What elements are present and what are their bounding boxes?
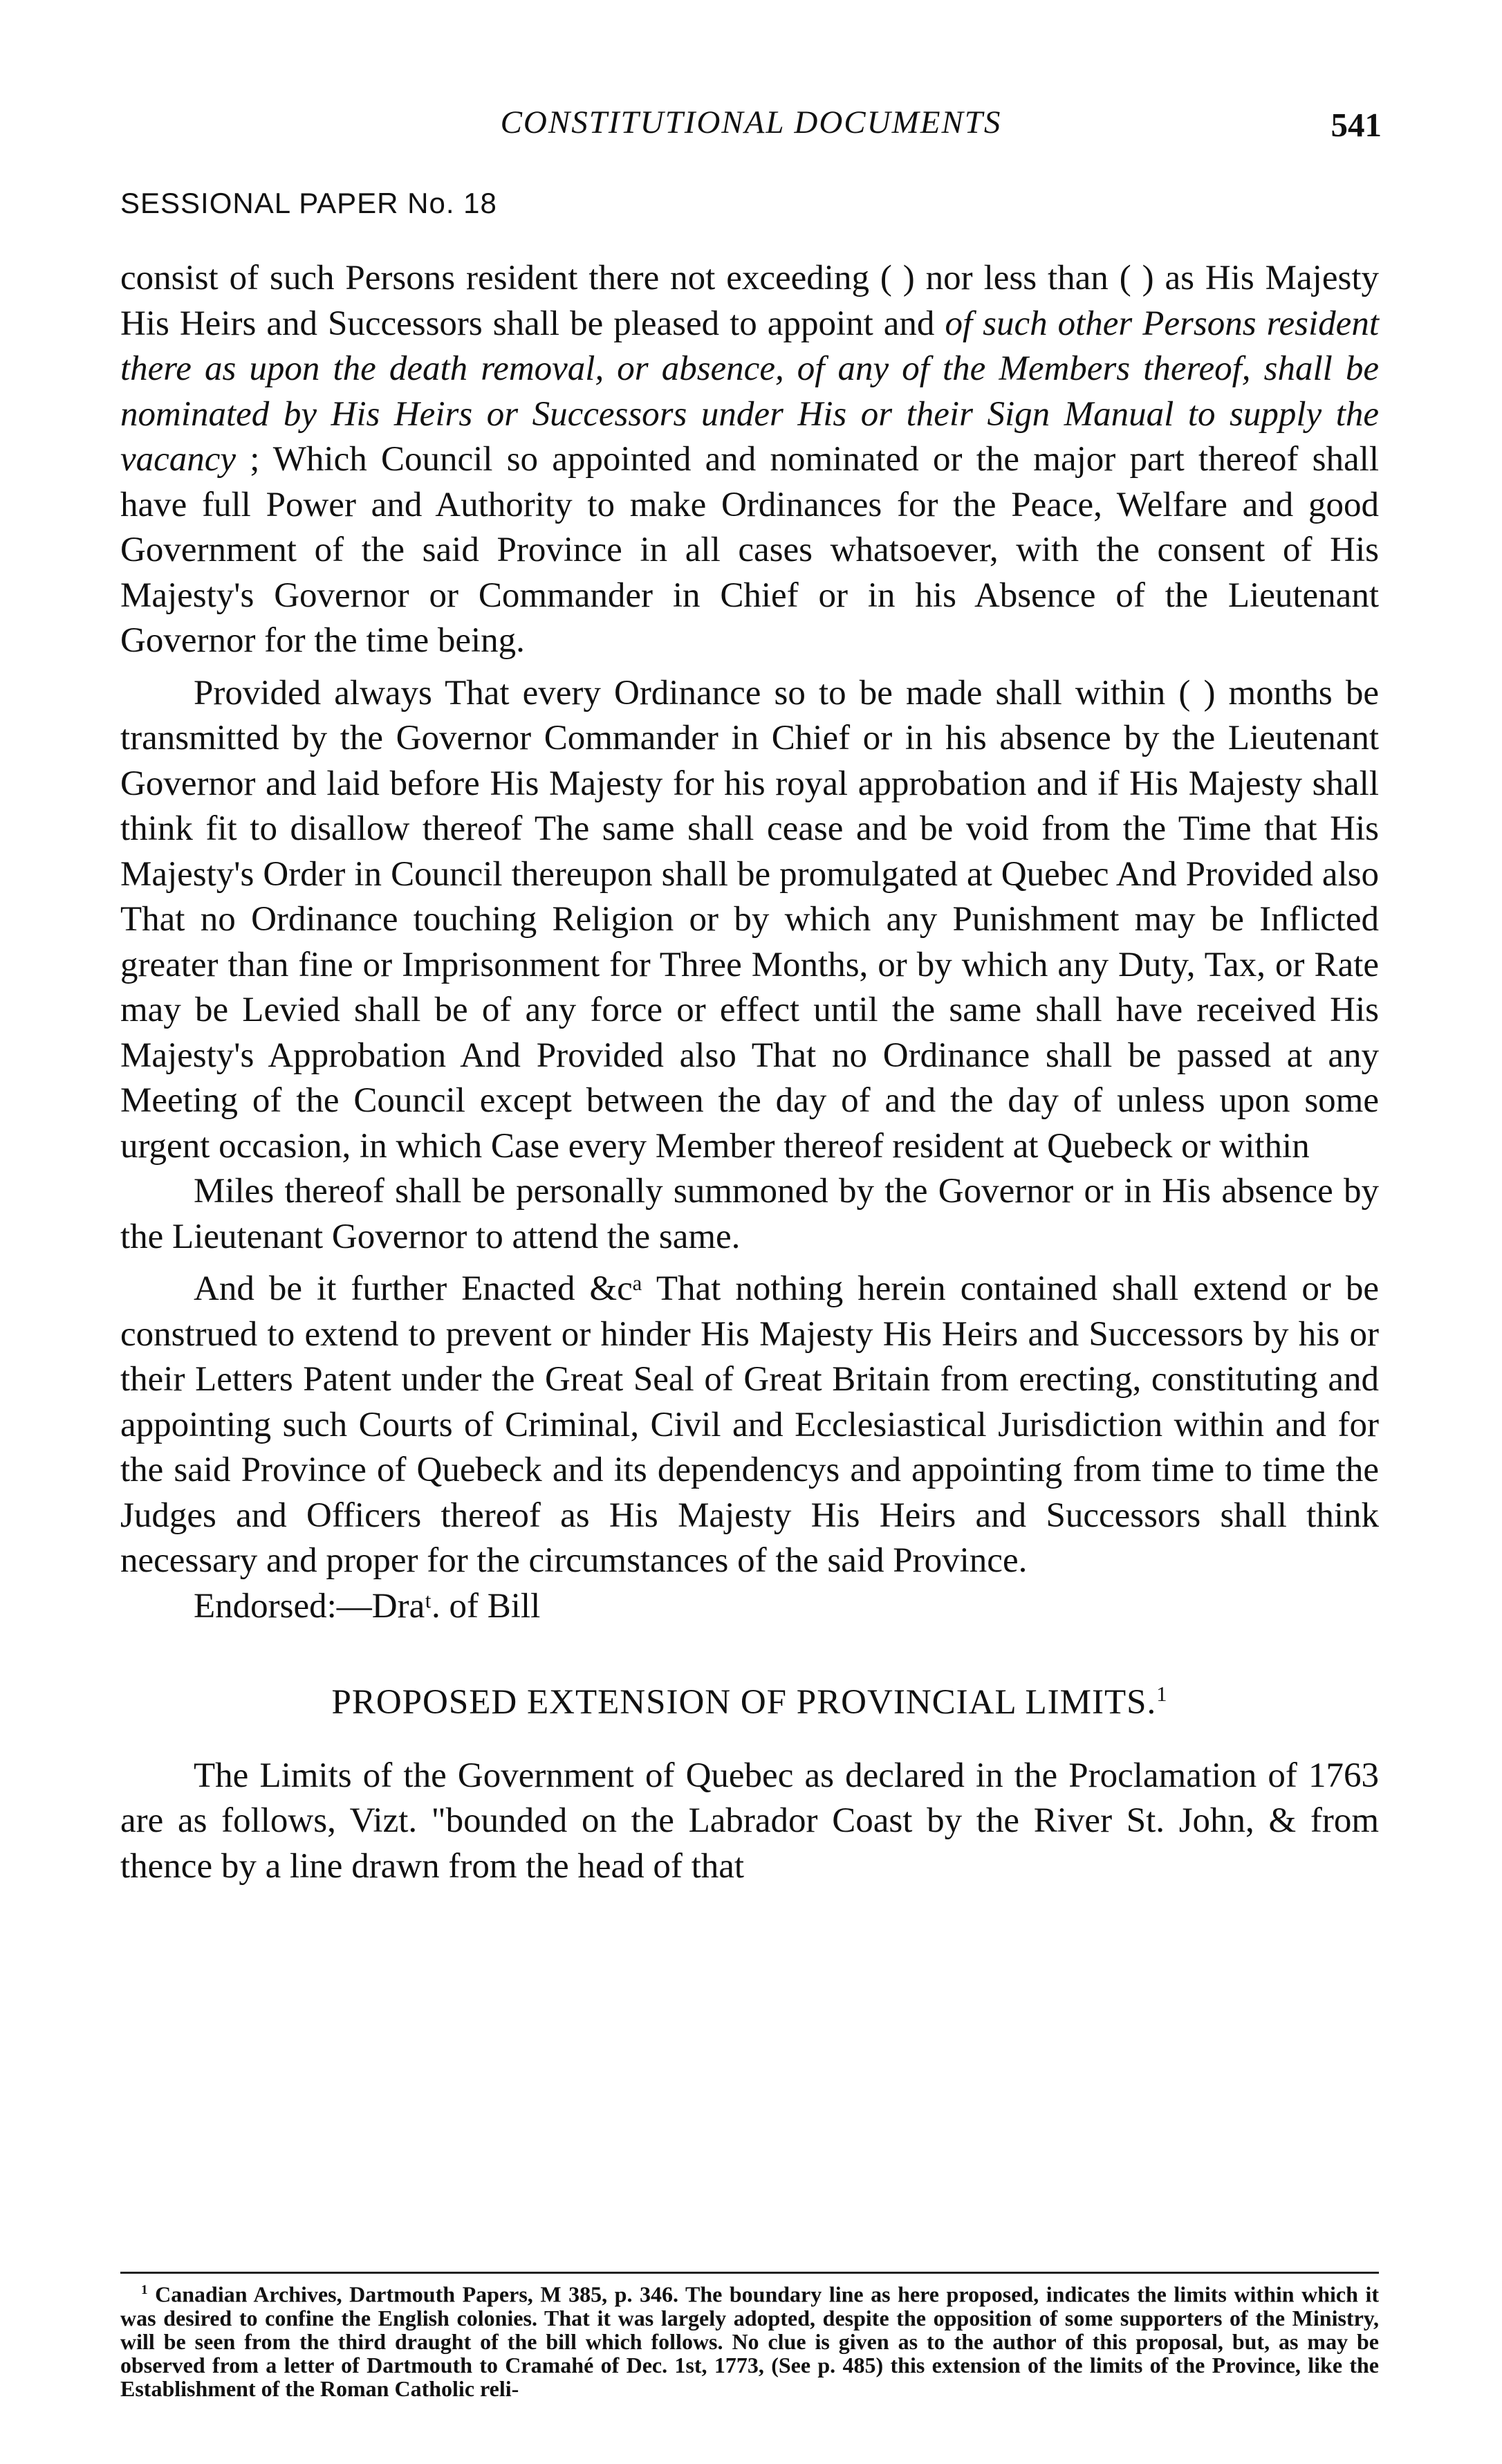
body-text xyxy=(120,256,1379,1889)
footnote-divider xyxy=(120,2272,1379,2274)
running-title: CONSTITUTIONAL DOCUMENTS xyxy=(500,104,1002,140)
page-number: 541 xyxy=(1331,106,1382,144)
section-heading xyxy=(120,1672,1379,1726)
paragraph-provided: Provided always That every Ordinance so to be made shall within ( ) months be transmitted by the Governor Commander in Chief or in his absence by the Lieutenant Governor and laid before His Majesty for his royal approbation and if His Majesty shall think fit to disallow thereof The same shall cease and be void from the Time that His Majesty's Order in Council thereupon shall be promulgated at Quebec And Provided also That no Ordinance touching Religion or by which any Punishment may be Inflicted greater than fine or Imprisonment for Three Months, or by which any Duty, Tax, or Rate may be Levied shall be of any force or effect until the same shall have received His Majesty's Approbation And Provided also That no Ordinance shall be passed at any Meeting of the Council except between the day of and the day of unless upon some urgent occasion, in which Case every Member thereof resident at Quebeck or within xyxy=(120,673,1379,1166)
footnote-mark: 1 xyxy=(141,2283,148,2297)
paragraph-council-italic: of such other Persons resident there as upon the death removal, or absence, of any of the Members thereof, shall be nominated by His Heirs or Successors under His or their Sign Manual to supply the vacancy xyxy=(120,304,1379,479)
paragraph-council-part1: consist of such Persons resident there not exceeding ( ) nor less than ( ) as His Majesty His Heirs and Successors shall be pleased to appoint and xyxy=(120,259,1379,343)
paragraph-endorsed: Endorsed:—Draᵗ. of Bill xyxy=(194,1586,541,1626)
section-heading-text: PROPOSED EXTENSION OF PROVINCIAL LIMITS. xyxy=(331,1683,1157,1722)
paragraph-council-part2: ; Which Council so appointed and nominated or the major part thereof shall have full Power and Authority to make Ordinances for the Peace, Welfare and good Government of the said Province in all cases whatsoever, with the consent of His Majesty's Governor or Commander in Chief or in his Absence of the Lieutenant Governor for the time being. xyxy=(120,440,1379,660)
footnotes xyxy=(120,2279,1379,2400)
paragraph-limits: The Limits of the Government of Quebec as declared in the Proclamation of 1763 are as follows, Vizt. "bounded on the Labrador Coast by the River St. John, & from thence by a line drawn from the head of that xyxy=(120,1756,1379,1886)
footnote-1 xyxy=(120,2279,1379,2400)
sessional-paper-label: SESSIONAL PAPER No. 18 xyxy=(120,187,497,219)
footnote-text: Canadian Archives, Dartmouth Papers, M 385, p. 346. The boundary line as here proposed, indicates the limits within which it was desired to confine the English colonies. That it was largely adopted, despite the opposition of some supporters of the Ministry, will be seen from the third draught of the bill which follows. No clue is given as to the author of this proposal, but, as may be observed from a letter of Dartmouth to Cramahé of Dec. 1st, 1773, (See p. 485) this extension of the limits of the Province, like the Establishment of the Roman Catholic reli- xyxy=(120,2281,1379,2401)
running-head xyxy=(120,104,1382,152)
paragraph-enacted: And be it further Enacted &cᵃ That nothing herein contained shall extend or be construed to extend to prevent or hinder His Majesty His Heirs and Successors by his or their Letters Patent under the Great Seal of Great Britain from erecting, constituting and appointing such Courts of Criminal, Civil and Ecclesiastical Jurisdiction within and for the said Province of Quebeck and its dependencys and appointing from time to time the Judges and Officers thereof as His Majesty His Heirs and Successors shall think necessary and proper for the circumstances of the said Province. xyxy=(120,1269,1379,1580)
paragraph-council xyxy=(120,256,1379,664)
paragraph-miles: Miles thereof shall be personally summoned by the Governor or in His absence by the Lieutenant Governor to attend the same. xyxy=(120,1172,1379,1256)
heading-footnote-mark: 1 xyxy=(1156,1682,1168,1706)
